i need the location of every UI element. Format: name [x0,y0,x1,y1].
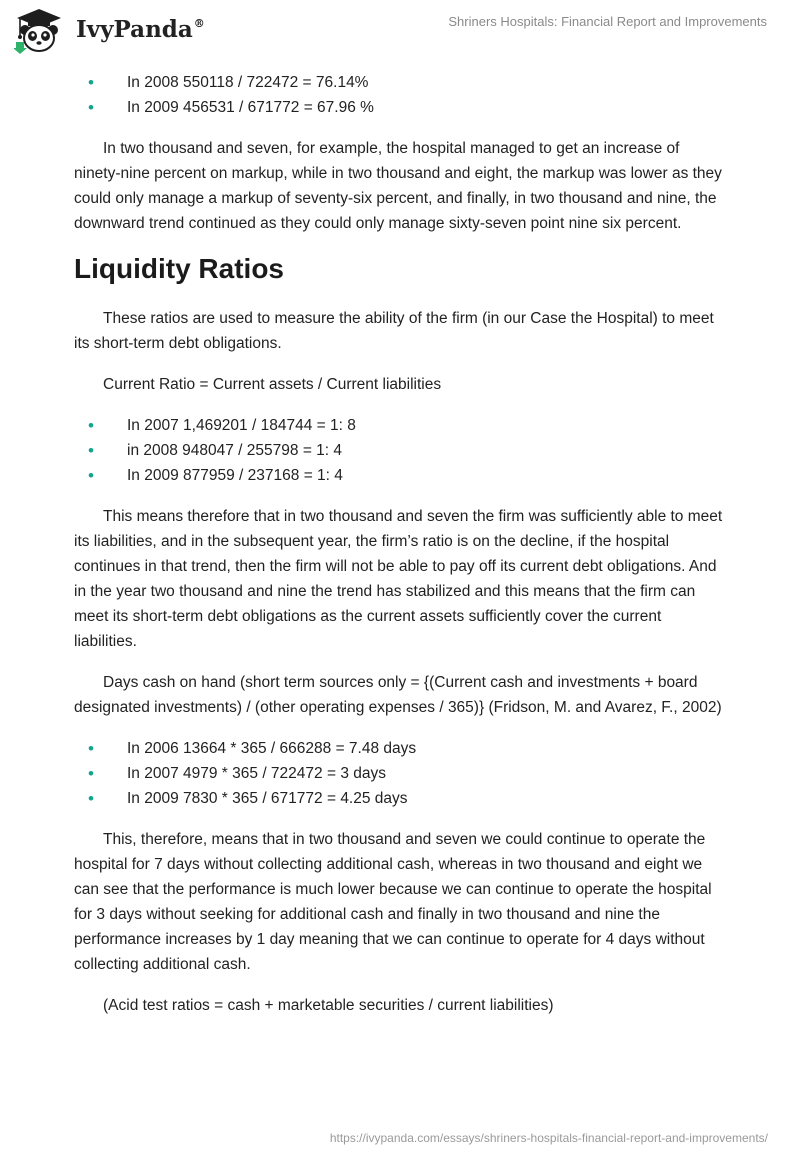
page-header [0,0,800,62]
panda-logo-icon[interactable] [14,8,64,54]
days-cash-formula: Days cash on hand (short term sources only = {(Current cash and investments + board designated investments) / (other operating expenses / 365)} (Fridson, M. and Avarez, F., 2002) [74,674,722,716]
list-item: • In 2009 877959 / 237168 = 1: 4 [74,463,726,488]
acid-test-formula: (Acid test ratios = cash + marketable securities / current liabilities) [103,997,554,1014]
bullet-icon: • [88,441,94,460]
list-item: • In 2007 4979 * 365 / 722472 = 3 days [74,761,726,786]
registered-mark: ® [193,17,205,30]
bullet-icon: • [88,739,94,758]
bullet-icon: • [88,764,94,783]
brand-name[interactable]: IvyPanda® [76,16,205,43]
source-url-link[interactable]: https://ivypanda.com/essays/shriners-hospitals-financial-report-and-improvements/ [329,1131,768,1145]
document-title: Shriners Hospitals: Financial Report and Improvements [448,14,767,29]
bullet-icon: • [88,466,94,485]
article-body [74,70,726,1034]
bullet-icon: • [88,789,94,808]
list-item: • In 2009 7830 * 365 / 671772 = 4.25 days [74,786,726,811]
list-item: • In 2006 13664 * 365 / 666288 = 7.48 days [74,736,726,761]
bullet-icon: • [88,73,94,92]
markup-paragraph: In two thousand and seven, for example, the hospital managed to get an increase of ninety-nine percent on markup, while in two thousand and eight, the markup was lower as they could only manage a markup of seventy-six percent, and finally, in two thousand and nine, the downward trend continued as they could only manage sixty-seven point nine six percent. [74,140,722,232]
bullet-icon: • [88,416,94,435]
current-ratio-list [74,413,726,488]
days-cash-list [74,736,726,811]
days-cash-paragraph: This, therefore, means that in two thousand and seven we could continue to operate the hospital for 7 days without collecting additional cash, whereas in two thousand and eight we can see that the performance is much lower because we can continue to operate the hospital for 3 days without seeking for additional cash and finally in two thousand and nine the performance increases by 1 day meaning that we can continue to operate for 4 days without collecting additional cash. [74,831,712,973]
markup-list [74,70,726,120]
list-item: • in 2008 948047 / 255798 = 1: 4 [74,438,726,463]
list-item: • In 2009 456531 / 671772 = 67.96 % [74,95,726,120]
liquidity-intro: These ratios are used to measure the ability of the firm (in our Case the Hospital) to meet its short-term debt obligations. [74,310,714,352]
current-ratio-formula: Current Ratio = Current assets / Current liabilities [103,376,442,393]
list-item: • In 2007 1,469201 / 184744 = 1: 8 [74,413,726,438]
list-item: • In 2008 550118 / 722472 = 76.14% [74,70,726,95]
bullet-icon: • [88,98,94,117]
current-ratio-paragraph: This means therefore that in two thousand and seven the firm was sufficiently able to meet its liabilities, and in the subsequent year, the firm’s ratio is on the decline, if the hospital continues in that trend, then the firm will not be able to pay off its current debt obligations. And in the year two thousand and nine the trend has stabilized and this means that the firm can meet its short-term debt obligations as the current assets sufficiently cover the current liabilities. [74,508,723,650]
section-heading-liquidity: Liquidity Ratios [74,253,284,284]
